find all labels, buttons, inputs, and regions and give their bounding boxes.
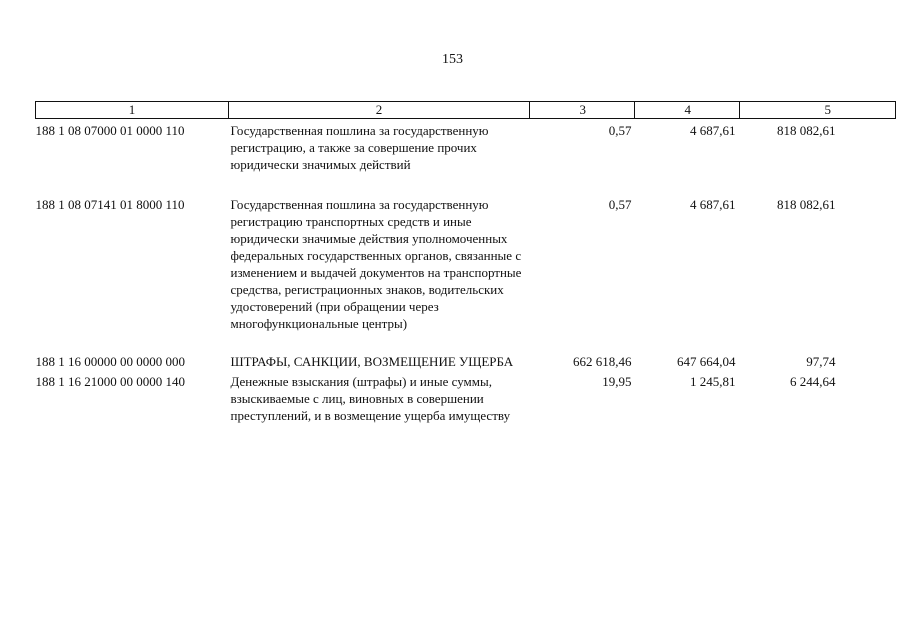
row-code: 188 1 16 00000 00 0000 000 [35,354,185,369]
header-col-1: 1 [36,102,229,119]
row-name: Денежные взыскания (штрафы) и иные суммы, взыскиваемые с лиц, виновных в совершении преступлений, и в возмещение ущерба имуществу [230,374,511,423]
budget-table [35,101,896,424]
row-col5: 818 082,61 [777,197,836,212]
table-row [36,350,896,370]
table-row [36,370,896,424]
row-col3: 19,95 [602,374,632,389]
row-code: 188 1 08 07141 01 8000 110 [35,197,185,212]
table-row [36,193,896,350]
header-col-3: 3 [530,102,635,119]
row-col5: 6 244,64 [790,374,836,389]
row-code: 188 1 16 21000 00 0000 140 [35,374,185,389]
row-col3: 662 618,46 [573,354,632,369]
row-col4: 647 664,04 [677,354,736,369]
row-code: 188 1 08 07000 01 0000 110 [35,123,185,138]
row-col4: 4 687,61 [690,123,736,138]
row-name: ШТРАФЫ, САНКЦИИ, ВОЗМЕЩЕНИЕ УЩЕРБА [230,354,514,369]
row-name: Государственная пошлина за государственную регистрацию, а также за совершение прочих юридически значимых действий [230,123,489,172]
row-col4: 4 687,61 [690,197,736,212]
header-col-4: 4 [635,102,740,119]
table-header [36,102,896,119]
row-name: Государственная пошлина за государственную регистрацию транспортных средств и иные юридически значимые действия уполномоченных федеральных государственных органов, связанные с изменением и выдачей документов на транспортные средства, регистрационных знаков, водительских удостоверений (при обращении через многофункциональные центры) [230,197,522,331]
row-col5: 818 082,61 [777,123,836,138]
table-row [36,119,896,194]
header-col-2: 2 [229,102,530,119]
page-number: 153 [442,52,463,67]
row-col4: 1 245,81 [690,374,736,389]
row-col5: 97,74 [806,354,836,369]
header-col-5: 5 [740,102,896,119]
row-col3: 0,57 [608,197,632,212]
row-col3: 0,57 [608,123,632,138]
